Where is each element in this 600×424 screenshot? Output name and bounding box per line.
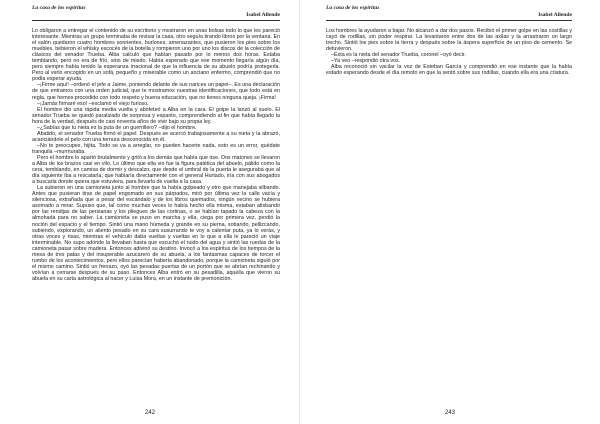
header-rule [326, 20, 572, 21]
left-body-text [32, 28, 280, 282]
paragraph: –¡Jamás firmaré eso! –exclamó el viejo furioso. [37, 100, 149, 107]
paragraph: –¡Firme aquí! –ordenó el jefe a Jaime, poniendo delante de sus narices un papel–. Es una declaración de que entramos con una orden judicial, que te mostramos nuestras identificaciones, que todo está en regla, que hemos procedido con todo respeto y buena educación, que no tienes ninguna queja. ¡Firma! [32, 82, 280, 101]
page-number: 243 [444, 410, 455, 416]
right-page [300, 0, 600, 424]
paragraph: Los hombres la ayudaron a bajar. No alcanzó a dar dos pasos. Recibió el primer golpe en las costillas y cayó de rodillas, sin poder respirar. La levantaron entre dos de las axilas y la arrastraron un largo trecho. Sintió los pies sobre la tierra y después sobre la áspera superficie de un piso de cemento. Se detuvieron. [326, 28, 572, 53]
paragraph: Lo obligaron a entregar el contenido de su escritorio y mostraron en unas bolsas todo lo que les pareció interesante. Mientras un grupo terminaba de revisar la casa, otro seguía tirando libros por la ventana. En el salón quedaron cuatro hombres sonrientes, burlones, amenazantes, que pusieron los pies sobre los muebles, bebieron el whisky escocés de la botella y rompieron uno por uno los discos de la colección de clásicos del senador Trueba. Alba calculó que habían pasado por lo menos dos horas. Estaba temblando, pero no era de frío, sino de miedo. Había esperado que ese momento llegaría algún día, pero siempre había tenido la esperanza irracional de que la influencia de su abuelo podría protegerla. Pero al verlo encogido en un sofá, pequeño y miserable como un anciano enfermo, comprendió que no podía esperar ayuda. [32, 28, 280, 83]
running-author: Isabel Allende [246, 12, 280, 18]
paragraph: La subieron en una camioneta junto al hombre que la había golpeado y otro que manejaba silbando. Antes que pusieran tiras de papel engomado en sus párpados, miró por última vez la calle vacía y silenciosa, extrañada que a pesar del escándalo y de los libros quemados, ningún vecino se hubiera asomado a mirar. Supuso que, tal como muchas veces lo había hecho ella misma, estaban atisbando por las rendijas de las persianas y los pliegues de las cortinas, o se habían tapado la cabeza con la almohada para no saber. La camioneta se puso en marcha y ella, ciega por primera vez, perdió la noción del espacio y el tiempo. Sintió una mano húmeda y grande en su pierna, sobando, pellizcando, subiendo, explorando, un aliento pesado en su cara susurrando te voy a calentar puta, ya lo verás, y otras voces y risas, mientras el vehículo daba vueltas y vueltas en lo que a ella le pareció un viaje interminable. No supo adónde la llevaban hasta que escuchó el ruido del agua y sintió las ruedas de la camioneta pasar sobre madera. Entonces adivinó su destino. Invocó a los espíritus de los tiempos de la mesa de tres patas y del insuperable azucarero de su abuela, a los fantasmas capaces de torcer el rumbo de los acontecimientos, pero ellos parecían haberla abandonado, porque la camioneta siguió por el mismo camino. Sintió un frenazo, oyó las pesadas puertas de un portón que se abrían rechinando y volvían a cerrarse después de su paso. Entonces Alba entró en su pesadilla, aquella que vieron su abuela en su carta astrológica al nacer y Luisa Mora, en un instante de premonición. [32, 185, 280, 282]
paragraph: –No te preocupes, hijita. Todo se va a arreglar, no pueden hacerte nada, esto es un error, quédate tranquila –murmuraba. [32, 142, 280, 155]
paragraph: –Ya veo –respondió otra voz. [331, 58, 401, 65]
running-title: La casa de los espíritus [326, 5, 380, 11]
paragraph: Pero el hombre lo apartó brutalmente y gritó a los demás que había que irse. Dos matones se llevaron a Alba de los brazos casi en vilo. Lo último que ella vio fue la figura patética del abuelo, pálido como la cera, temblando, en camisa de dormir y descalzo, que desde el umbral de la puerta le aseguraba que al día siguiente iba a rescatarla, que hablaría directamente con el general Hurtado, iría con sus abogados a buscarla donde quiera que estuviera, para llevarla de vuelta a la casa. [32, 154, 280, 186]
right-body-text [326, 28, 572, 76]
header-rule [32, 20, 280, 21]
running-title: La casa de los espíritus [32, 5, 86, 11]
paragraph: –¿Sabías que tu nieta es la puta de un guerrillero? –dijo el hombre. [37, 124, 197, 131]
page-number: 242 [144, 410, 155, 416]
paragraph: –Ésta es la nieta del senador Trueba, coronel –oyó decir. [331, 52, 466, 59]
paragraph: El hombre dio una rápida media vuelta y abofeteó a Alba en la cara. El golpe la lanzó al suelo. El senador Trueba se quedó paralizado de sorpresa y espanto, comprendiendo al fin que había llegado la hora de la verdad, después de casi noventa años de vivir bajo su propia ley. [32, 106, 280, 125]
running-author: Isabel Allende [538, 12, 572, 18]
paragraph: Abatido, el senador Trueba firmó el papel. Después se acercó trabajosamente a su nieta y la abrazó, acariciándole el pelo con una ternura desconocida en él. [32, 130, 280, 143]
paragraph: Alba reconoció sin vacilar la voz de Esteban García y comprendió en ese instante que la había estado esperando desde el día remoto en que la sentó sobre sus rodillas, cuando ella era una criatura. [326, 64, 572, 77]
